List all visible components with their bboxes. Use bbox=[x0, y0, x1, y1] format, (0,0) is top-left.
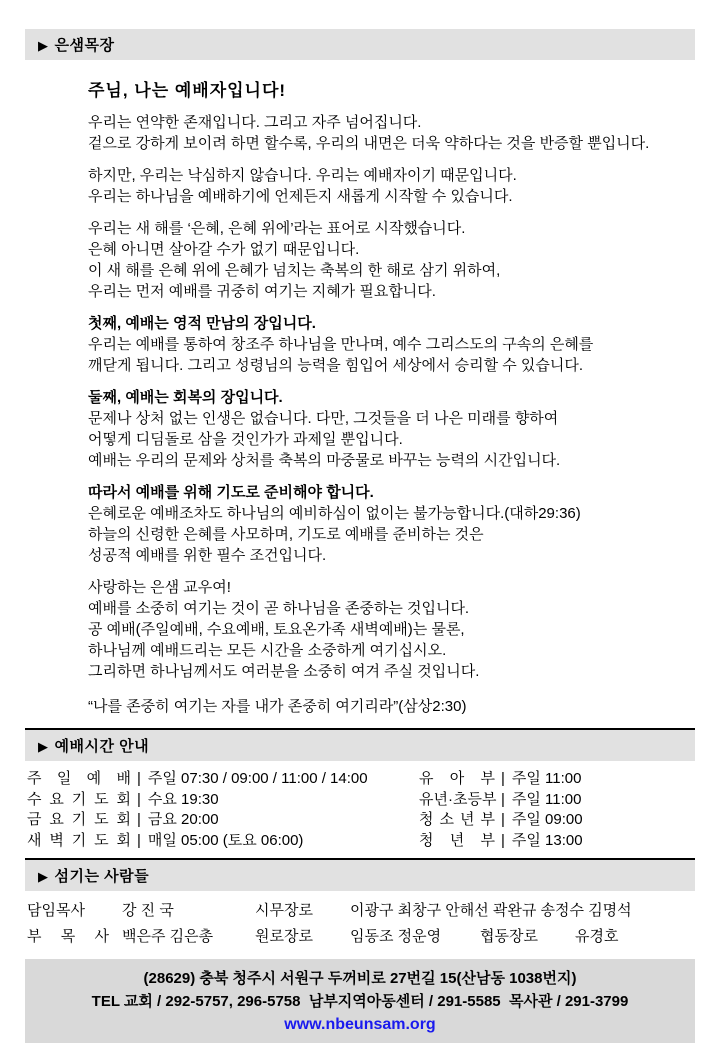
text-line: 하늘의 신령한 은혜를 사모하며, 기도로 예배를 준비하는 것은 bbox=[88, 526, 484, 543]
staff-entry bbox=[27, 898, 255, 924]
paragraph-lead: 첫째, 예배는 영적 만남의 장입니다. bbox=[88, 315, 316, 332]
department-name: 유 아 부 bbox=[419, 770, 495, 787]
schedule-row bbox=[27, 831, 419, 852]
text-line: 예배는 우리의 문제와 상처를 축복의 마중물로 바꾸는 능력의 시간입니다. bbox=[88, 452, 561, 469]
separator: | bbox=[501, 811, 505, 828]
paragraph bbox=[88, 313, 671, 376]
department-name: 청 소 년 부 bbox=[419, 811, 495, 828]
staff-role: 담임목사 bbox=[27, 902, 85, 919]
schedule-row bbox=[419, 831, 701, 852]
text-line: 겉으로 강하게 보이려 하면 할수록, 우리의 내면은 더욱 약하다는 것을 반증할 뿐입니다. bbox=[88, 135, 650, 152]
section-header-worship-times bbox=[25, 728, 695, 761]
column-title: 주님, 나는 예배자입니다! bbox=[88, 81, 287, 100]
website-link[interactable]: www.nbeunsam.org bbox=[284, 1016, 436, 1033]
schedule-row bbox=[419, 769, 701, 790]
section-header-label: 섬기는 사람들 bbox=[54, 868, 150, 885]
section-header-label: 은샘목장 bbox=[54, 37, 115, 54]
text-line: 우리는 예배를 통하여 창조주 하나님을 만나며, 예수 그리스도의 구속의 은혜를 bbox=[88, 336, 594, 353]
text-line: 우리는 새 해를 ‘은혜, 은혜 위에’라는 표어로 시작했습니다. bbox=[88, 220, 466, 237]
section-header-serving-people bbox=[25, 858, 695, 891]
service-name: 수 요 기 도 회 bbox=[27, 790, 131, 808]
staff-list bbox=[27, 898, 701, 950]
paragraph-lead: 따라서 예배를 위해 기도로 준비해야 합니다. bbox=[88, 484, 374, 501]
separator: | bbox=[501, 790, 505, 808]
paragraph bbox=[88, 165, 671, 207]
text-line: 그리하면 하나님께서도 여러분을 소중히 여겨 주실 것입니다. bbox=[88, 663, 480, 680]
schedule-row bbox=[419, 810, 701, 831]
staff-names: 임동조 정운영 bbox=[350, 928, 442, 945]
staff-role: 협동장로 bbox=[480, 928, 538, 945]
schedule-row bbox=[27, 769, 419, 790]
text-line: 어떻게 디딤돌로 삼을 것인가가 과제일 뿐입니다. bbox=[88, 431, 403, 448]
staff-row bbox=[27, 898, 701, 924]
separator: | bbox=[501, 831, 505, 849]
arrow-icon: ▶ bbox=[38, 739, 49, 754]
phone-numbers: TEL 교회 / 292-5757, 296-5758 남부지역아동센터 / 291-5585 목사관 / 291-3799 bbox=[91, 993, 629, 1010]
text-line: 문제나 상처 없는 인생은 없습니다. 다만, 그것들을 더 나은 미래를 향하여 bbox=[88, 410, 559, 427]
staff-names: 유경호 bbox=[575, 928, 619, 945]
service-time: 매일 05:00 (토요 06:00) bbox=[147, 831, 304, 849]
text-line: 성공적 예배를 위한 필수 조건입니다. bbox=[88, 547, 327, 564]
staff-entry bbox=[27, 924, 255, 950]
text-line: 예배를 소중히 여기는 것이 곧 하나님을 존중하는 것입니다. bbox=[88, 600, 470, 617]
staff-role: 시무장로 bbox=[255, 902, 313, 919]
staff-row bbox=[27, 924, 701, 950]
text-line: 은혜 아니면 살아갈 수가 없기 때문입니다. bbox=[88, 241, 360, 258]
contact-footer bbox=[25, 959, 695, 1043]
text-line: 하나님께 예배드리는 모든 시간을 소중하게 여기십시오. bbox=[88, 642, 447, 659]
separator: | bbox=[137, 790, 141, 808]
schedule-right-column bbox=[419, 769, 701, 851]
separator: | bbox=[137, 770, 141, 787]
text-line: 우리는 연약한 존재입니다. 그리고 자주 넘어집니다. bbox=[88, 114, 422, 131]
service-name: 금 요 기 도 회 bbox=[27, 811, 131, 828]
text-line: 공 예배(주일예배, 수요예배, 토요온가족 새벽예배)는 물론, bbox=[88, 621, 465, 638]
staff-role: 부 목 사 bbox=[27, 928, 109, 945]
text-line: 우리는 먼저 예배를 귀중히 여기는 지혜가 필요합니다. bbox=[88, 283, 436, 300]
section-header-eunsaem-mokjang bbox=[25, 29, 695, 60]
text-line: 사랑하는 은샘 교우여! bbox=[88, 579, 231, 596]
text-line: 우리는 하나님을 예배하기에 언제든지 새롭게 시작할 수 있습니다. bbox=[88, 188, 513, 205]
service-time: 주일 11:00 bbox=[511, 770, 582, 787]
service-name: 주 일 예 배 bbox=[27, 770, 131, 787]
service-time: 주일 07:30 / 09:00 / 11:00 / 14:00 bbox=[147, 770, 368, 787]
separator: | bbox=[137, 811, 141, 828]
paragraph bbox=[88, 112, 671, 154]
worship-schedule bbox=[27, 769, 701, 851]
service-name: 새 벽 기 도 회 bbox=[27, 831, 131, 849]
arrow-icon: ▶ bbox=[38, 869, 49, 884]
paragraph bbox=[88, 577, 671, 682]
text-line: 하지만, 우리는 낙심하지 않습니다. 우리는 예배자이기 때문입니다. bbox=[88, 167, 517, 184]
department-name: 청 년 부 bbox=[419, 831, 495, 849]
service-time: 금요 20:00 bbox=[147, 811, 219, 828]
staff-names: 강 진 국 bbox=[122, 902, 174, 919]
text-line: 깨닫게 됩니다. 그리고 성령님의 능력을 힘입어 세상에서 승리할 수 있습니다. bbox=[88, 357, 584, 374]
service-time: 주일 09:00 bbox=[511, 811, 583, 828]
paragraph bbox=[88, 482, 671, 566]
separator: | bbox=[137, 831, 141, 849]
department-name: 유년·초등부 bbox=[419, 790, 497, 808]
staff-entry bbox=[480, 924, 618, 950]
service-time: 주일 11:00 bbox=[511, 790, 582, 808]
staff-role: 원로장로 bbox=[255, 928, 313, 945]
paragraph bbox=[88, 387, 671, 471]
staff-entry bbox=[255, 898, 632, 924]
service-time: 주일 13:00 bbox=[511, 831, 583, 849]
section-header-label: 예배시간 안내 bbox=[54, 738, 150, 755]
schedule-left-column bbox=[27, 769, 419, 851]
service-time: 수요 19:30 bbox=[147, 790, 219, 808]
paragraph bbox=[88, 218, 671, 302]
arrow-icon: ▶ bbox=[38, 38, 49, 53]
scripture-quote: “나를 존중히 여기는 자를 내가 존중히 여기리라”(삼상2:30) bbox=[88, 698, 467, 715]
schedule-row bbox=[27, 790, 419, 811]
paragraph-lead: 둘째, 예배는 회복의 장입니다. bbox=[88, 389, 283, 406]
text-line: 이 새 해를 은혜 위에 은혜가 넘치는 축복의 한 해로 삼기 위하여, bbox=[88, 262, 501, 279]
schedule-row bbox=[27, 810, 419, 831]
staff-names: 백은주 김은총 bbox=[122, 928, 214, 945]
staff-names: 이광구 최창구 안해선 곽완규 송정수 김명석 bbox=[350, 902, 632, 919]
schedule-row bbox=[419, 790, 701, 811]
separator: | bbox=[501, 770, 505, 787]
staff-entry bbox=[255, 924, 480, 950]
church-address: (28629) 충북 청주시 서원구 두꺼비로 27번길 15(산남동 1038번지) bbox=[143, 970, 577, 987]
text-line: 은혜로운 예배조차도 하나님의 예비하심이 없이는 불가능합니다.(대하29:36) bbox=[88, 505, 581, 522]
